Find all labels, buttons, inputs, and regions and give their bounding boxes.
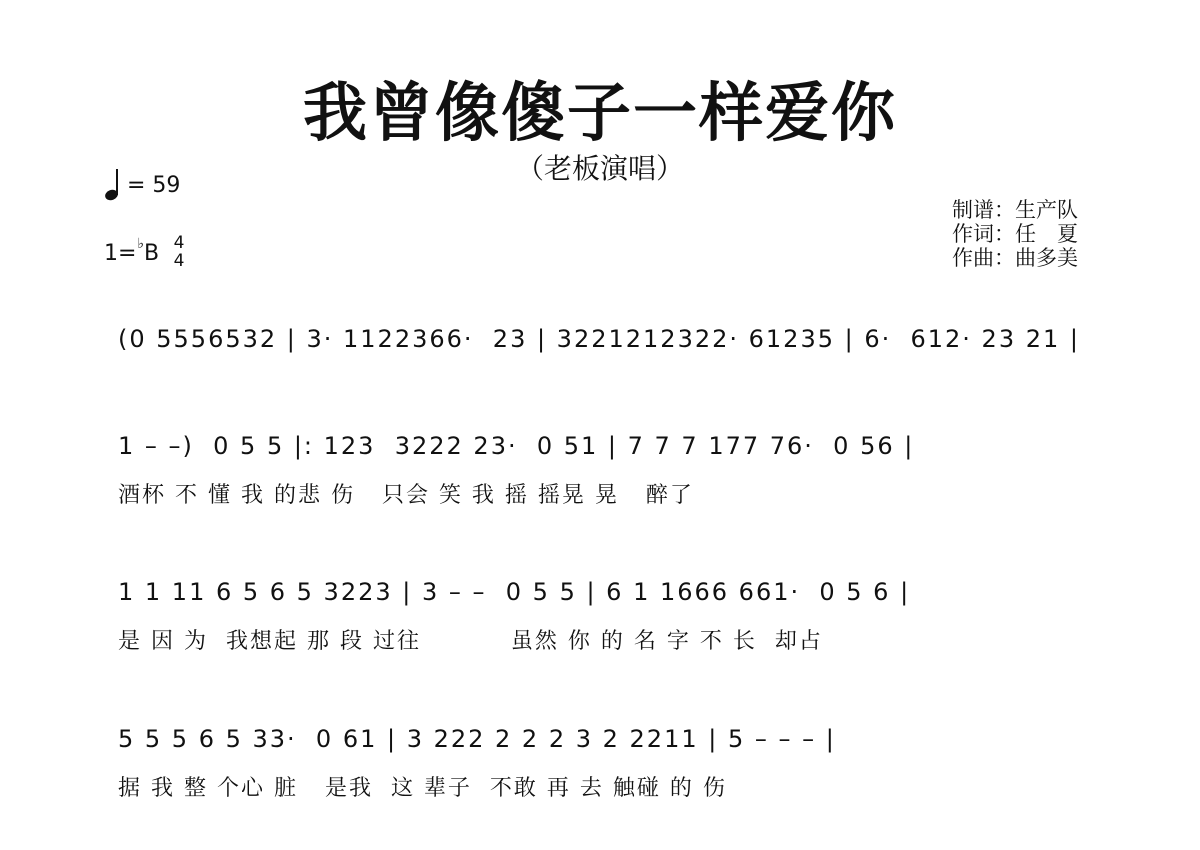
- flat-icon: ♭: [137, 236, 145, 252]
- song-title: 我曾像傻子一样爱你: [303, 77, 897, 151]
- performer-subtitle: （老板演唱）: [515, 152, 684, 185]
- score-line-4: [118, 725, 1103, 801]
- credit-value: 生产队: [1015, 198, 1078, 222]
- score-line-3: [118, 578, 1103, 654]
- notation-line: 1 1 11 6 5 6 5 3223 | 3 – – 0 5 5 | 6 1 1666 661· 0 5 6 |: [118, 578, 911, 606]
- tempo-value: = 59: [127, 173, 181, 198]
- notation-line: 5 5 5 6 5 33· 0 61 | 3 222 2 2 2 3 2 2211 | 5 – – – |: [118, 725, 836, 753]
- notation-line: 1 – –) 0 5 5 |: 123 3222 23· 0 51 | 7 7 7 177 76· 0 56 |: [118, 432, 915, 460]
- key-note: B: [144, 241, 160, 266]
- lyrics-line: 据 我 整 个心 脏 是我 这 辈子 不敢 再 去 触碰 的 伤: [118, 776, 727, 801]
- score-line-2: [118, 432, 1103, 508]
- notation-line: (0 5556532 | 3· 1122366· 23 | 3221212322· 61235 | 6· 612· 23 21 |: [118, 325, 1080, 353]
- credits-block: [952, 198, 1078, 270]
- credit-label: 作曲：: [952, 246, 1015, 270]
- lyrics-line: 酒杯 不 懂 我 的悲 伤 只会 笑 我 摇 摇晃 晃 醉了: [118, 483, 694, 508]
- key-signature: [104, 236, 159, 266]
- credit-label: 作词：: [952, 222, 1015, 246]
- credit-value: 曲多美: [1015, 246, 1078, 270]
- credit-arranger: [952, 198, 1078, 222]
- time-signature: [172, 234, 186, 270]
- quarter-note-icon: [104, 168, 120, 202]
- credit-lyricist: [952, 222, 1078, 246]
- credit-label: 制谱：: [952, 198, 1015, 222]
- meter-bottom: 4: [173, 251, 185, 271]
- lyrics-line: 是 因 为 我想起 那 段 过往 虽然 你 的 名 字 不 长 却占: [118, 629, 823, 654]
- tempo-marking: [104, 168, 180, 202]
- credit-value: 任 夏: [1015, 222, 1078, 246]
- score-line-1: [118, 325, 1103, 365]
- key-prefix: 1=: [104, 241, 137, 266]
- credit-composer: [952, 246, 1078, 270]
- meter-top: 4: [173, 233, 185, 253]
